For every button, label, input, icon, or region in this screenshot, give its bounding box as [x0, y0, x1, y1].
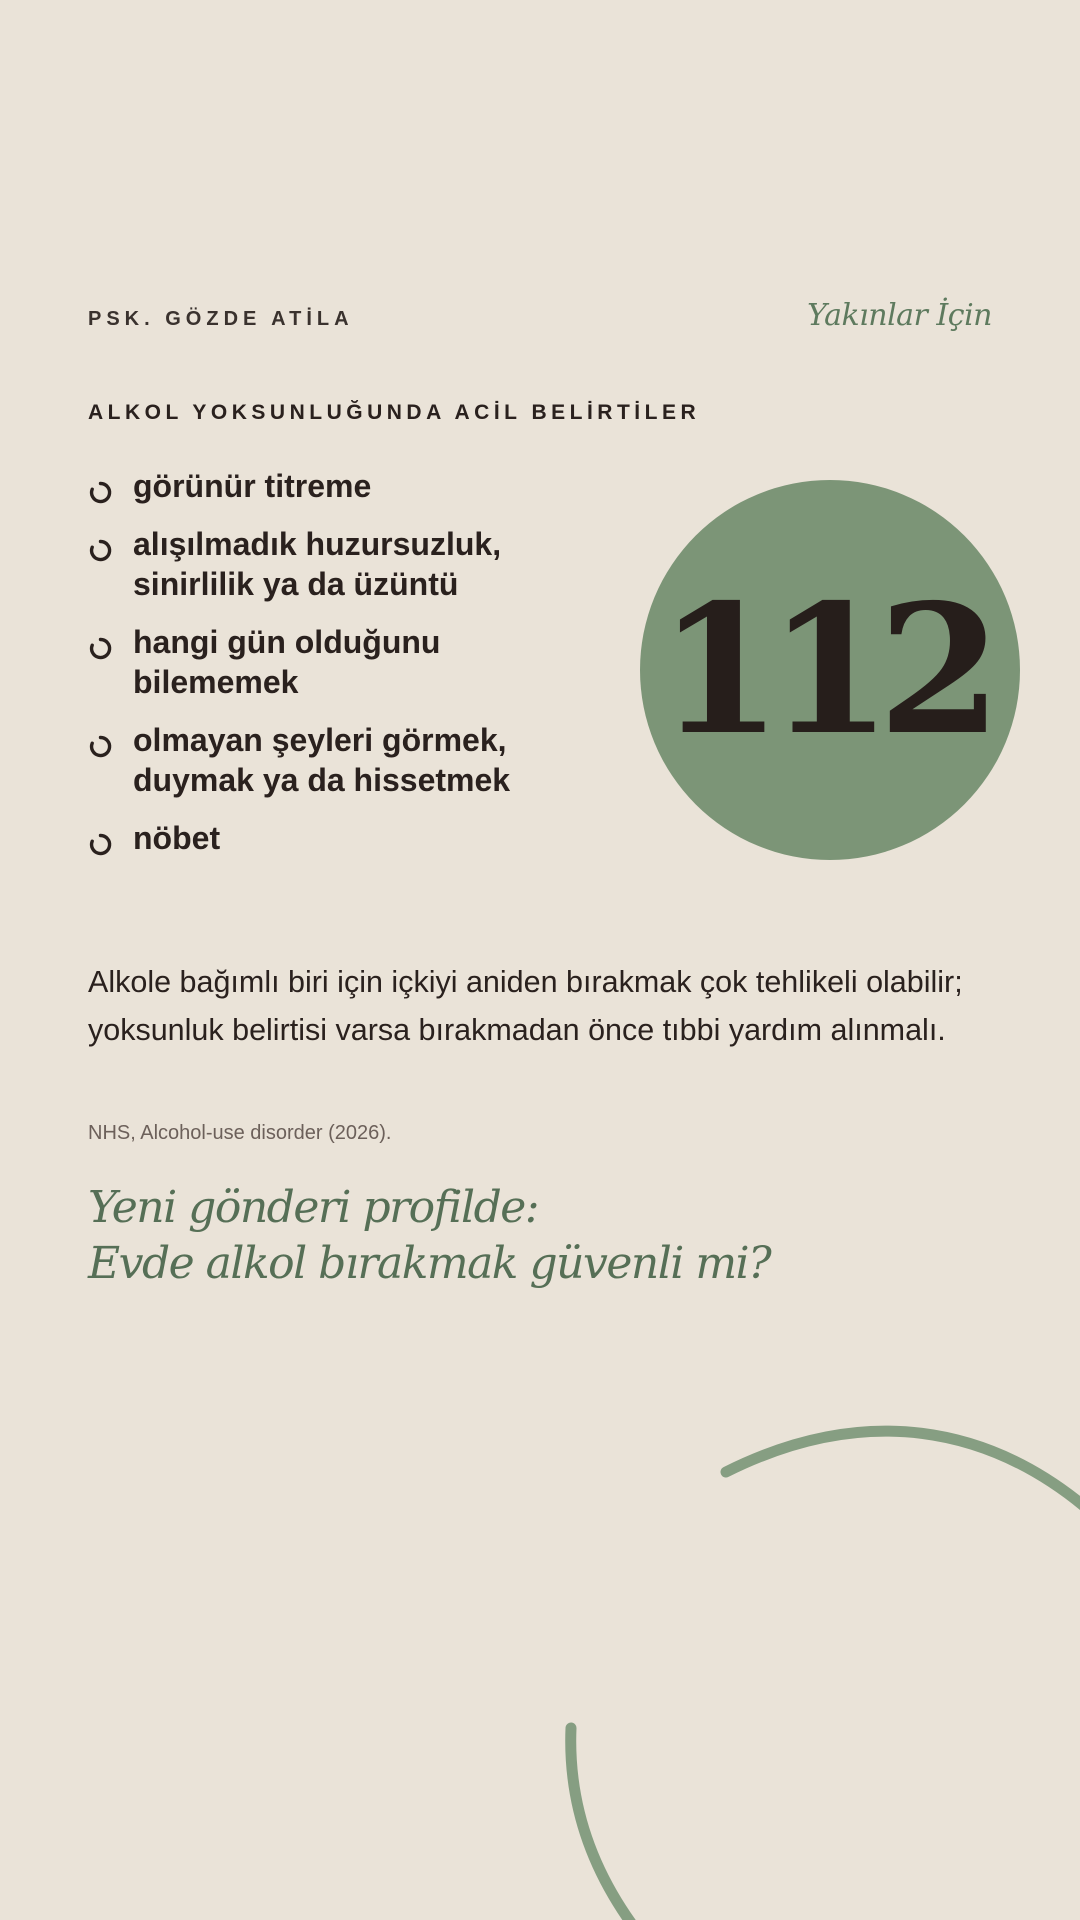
- symptom-line: bilememek: [133, 664, 299, 700]
- source-citation: NHS, Alcohol-use disorder (2026).: [88, 1122, 392, 1144]
- symptom-text: [133, 466, 371, 506]
- emergency-number: 112: [658, 565, 988, 774]
- new-post-promo: [88, 1180, 1008, 1292]
- list-item: [88, 622, 648, 702]
- series-title: Yakınlar İçin: [807, 298, 992, 333]
- open-ring-icon: [88, 636, 113, 661]
- promo-line: Yeni gönderi profilde:: [88, 1182, 539, 1233]
- symptom-list: [88, 466, 648, 876]
- promo-line: Evde alkol bırakmak güvenli mi?: [88, 1238, 771, 1289]
- symptom-line: duymak ya da hissetmek: [133, 762, 511, 798]
- symptom-line: alışılmadık huzursuzluk,: [133, 526, 502, 562]
- list-item: [88, 720, 648, 800]
- list-item: [88, 466, 648, 506]
- symptom-text: [133, 524, 501, 604]
- symptom-line: sinirlilik ya da üzüntü: [133, 566, 459, 602]
- open-ring-icon: [88, 832, 113, 857]
- emergency-number-badge: [640, 480, 1020, 860]
- warning-paragraph: Alkole bağımlı biri için içkiyi aniden bırakmak çok tehlikeli olabilir; yoksunluk belirtisi varsa bırakmadan önce tıbbi yardım alınmalı.: [88, 965, 963, 1047]
- symptom-line: nöbet: [133, 820, 221, 856]
- decorative-arc-bottom: [571, 1728, 640, 1920]
- list-item: [88, 818, 648, 858]
- symptom-text: [133, 622, 440, 702]
- author-name: PSK. GÖZDE ATİLA: [88, 308, 354, 330]
- symptom-line: görünür titreme: [133, 468, 372, 504]
- symptom-text: [133, 818, 220, 858]
- open-ring-icon: [88, 734, 113, 759]
- list-item: [88, 524, 648, 604]
- decorative-arc-top: [726, 1431, 1080, 1520]
- section-heading: ALKOL YOKSUNLUĞUNDA ACİL BELİRTİLER: [88, 401, 701, 424]
- symptom-text: [133, 720, 510, 800]
- open-ring-icon: [88, 480, 113, 505]
- symptom-line: olmayan şeyleri görmek,: [133, 722, 507, 758]
- symptom-line: hangi gün olduğunu: [133, 624, 441, 660]
- open-ring-icon: [88, 538, 113, 563]
